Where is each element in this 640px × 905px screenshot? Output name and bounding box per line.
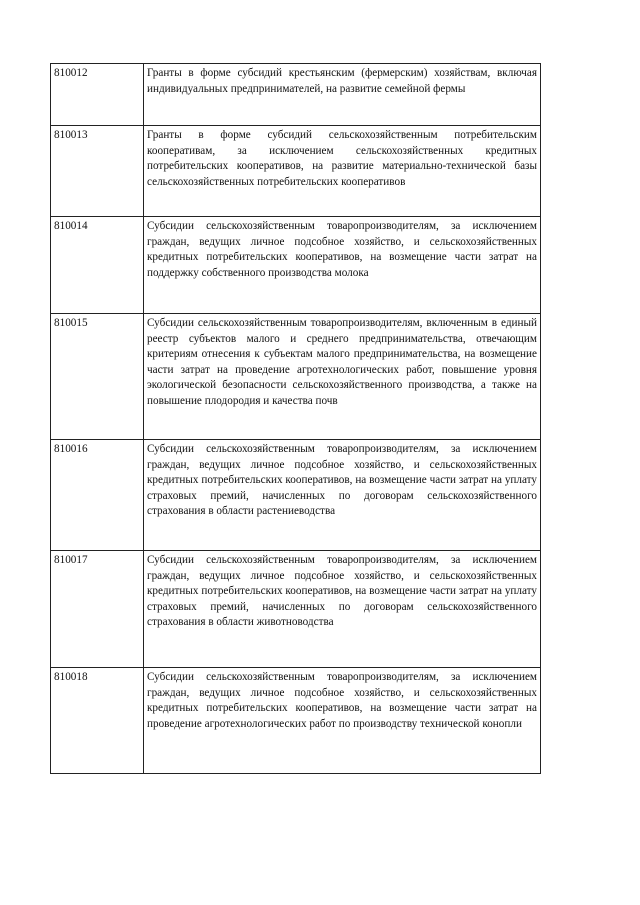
subsidy-codes-table (50, 63, 541, 774)
table-row (51, 668, 541, 774)
row-description: Субсидии сельскохозяйственным товаропроизводителям, включенным в единый реестр субъектов малого и среднего предпринимательства, отвечающим критериям отнесения к субъектам малого предпринимательства, на возмещение части затрат на проведение агротехнологических работ, повышение уровня экологической безопасности сельскохозяйственного производства, а также на повышение плодородия и качества почв (144, 314, 541, 440)
table-row (51, 551, 541, 668)
row-code: 810013 (51, 126, 144, 217)
row-description: Субсидии сельскохозяйственным товаропроизводителям, за исключением граждан, ведущих личное подсобное хозяйство, и сельскохозяйственных кредитных потребительских кооперативов, на возмещение части затрат на проведение агротехнологических работ по производству технической конопли (144, 668, 541, 774)
row-code: 810016 (51, 440, 144, 551)
row-description: Субсидии сельскохозяйственным товаропроизводителям, за исключением граждан, ведущих личное подсобное хозяйство, и сельскохозяйственных кредитных потребительских кооперативов, на возмещение части затрат на уплату страховых премий, начисленных по договорам сельскохозяйственного страхования в области растениеводства (144, 440, 541, 551)
row-description: Субсидии сельскохозяйственным товаропроизводителям, за исключением граждан, ведущих личное подсобное хозяйство, и сельскохозяйственных кредитных потребительских кооперативов, на возмещение части затрат на поддержку собственного производства молока (144, 217, 541, 314)
row-code: 810014 (51, 217, 144, 314)
row-description: Гранты в форме субсидий крестьянским (фермерским) хозяйствам, включая индивидуальных предпринимателей, на развитие семейной фермы (144, 64, 541, 126)
row-code: 810015 (51, 314, 144, 440)
row-code: 810012 (51, 64, 144, 126)
row-description: Гранты в форме субсидий сельскохозяйственным потребительским кооперативам, за исключением сельскохозяйственных кредитных потребительских кооперативов, на развитие материально-технической базы сельскохозяйственных потребительских кооперативов (144, 126, 541, 217)
table-row (51, 64, 541, 126)
table-row (51, 217, 541, 314)
table-row (51, 126, 541, 217)
table-row (51, 440, 541, 551)
row-code: 810017 (51, 551, 144, 668)
row-description: Субсидии сельскохозяйственным товаропроизводителям, за исключением граждан, ведущих личное подсобное хозяйство, и сельскохозяйственных кредитных потребительских кооперативов, на возмещение части затрат на уплату страховых премий, начисленных по договорам сельскохозяйственного страхования в области животноводства (144, 551, 541, 668)
row-code: 810018 (51, 668, 144, 774)
table-row (51, 314, 541, 440)
